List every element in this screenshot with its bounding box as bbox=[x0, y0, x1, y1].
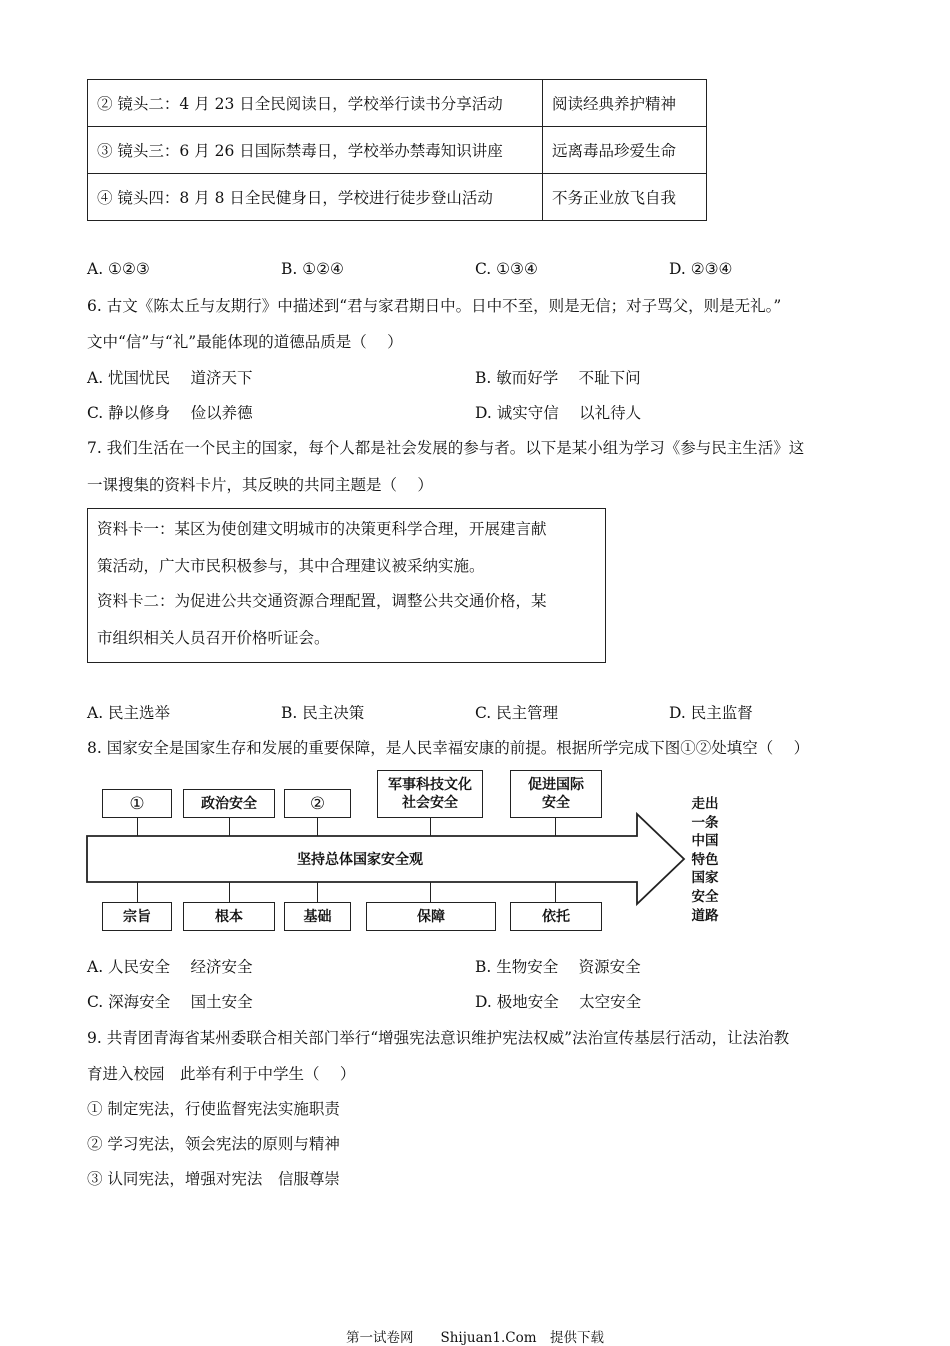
bottom-box-foundation: 基础 bbox=[284, 902, 351, 931]
q5-option-b: B. ①②④ bbox=[281, 260, 344, 278]
table-cell: 阅读经典养护精神 bbox=[543, 80, 707, 127]
q6-option-c: C. 静以修身 俭以养德 bbox=[87, 404, 253, 422]
q6-option-a: A. 忧国忧民 道济天下 bbox=[87, 369, 253, 387]
connector-line bbox=[430, 882, 431, 902]
connector-line bbox=[555, 818, 556, 836]
card-line: 资料卡二：为促进公共交通资源合理配置，调整公共交通价格，某 bbox=[97, 592, 547, 610]
card-line: 策活动，广大市民积极参与，其中合理建议被采纳实施。 bbox=[97, 557, 485, 575]
table-cell: ③ 镜头三：6 月 26 日国际禁毒日，学校举办禁毒知识讲座 bbox=[88, 127, 543, 174]
connector-line bbox=[317, 818, 318, 836]
card-line: 资料卡一：某区为使创建文明城市的决策更科学合理，开展建言献 bbox=[97, 520, 547, 538]
q5-option-c: C. ①③④ bbox=[475, 260, 538, 278]
page-footer: 第一试卷网 Shijuan1.Com 提供下载 bbox=[345, 1330, 605, 1346]
q9-item-3: ③ 认同宪法，增强对宪法 信服尊崇 bbox=[87, 1170, 340, 1188]
q8-option-b: B. 生物安全 资源安全 bbox=[475, 958, 641, 976]
q7-option-a: A. 民主选举 bbox=[87, 704, 171, 722]
q7-option-c: C. 民主管理 bbox=[475, 704, 559, 722]
bottom-box-guarantee: 保障 bbox=[366, 902, 496, 931]
connector-line bbox=[229, 818, 230, 836]
top-box-international-security: 促进国际安全 bbox=[510, 770, 602, 818]
q9-stem-line1: 9. 共青团青海省某州委联合相关部门举行“增强宪法意识维护宪法权威”法治宣传基层行活动，让法治教 bbox=[87, 1029, 790, 1047]
q8-option-c: C. 深海安全 国土安全 bbox=[87, 993, 253, 1011]
connector-line bbox=[137, 882, 138, 902]
table-cell: ④ 镜头四：8 月 8 日全民健身日，学校进行徒步登山活动 bbox=[88, 174, 543, 221]
q7-option-b: B. 民主决策 bbox=[281, 704, 365, 722]
connector-line bbox=[137, 818, 138, 836]
q5-option-a: A. ①②③ bbox=[87, 260, 150, 278]
q8-stem: 8. 国家安全是国家生存和发展的重要保障，是人民幸福安康的前提。根据所学完成下图①②处填空（ ） bbox=[87, 739, 810, 757]
q8-option-a: A. 人民安全 经济安全 bbox=[87, 958, 253, 976]
top-box-military-security: 军事科技文化社会安全 bbox=[377, 770, 483, 818]
q9-item-1: ① 制定宪法，行使监督宪法实施职责 bbox=[87, 1100, 340, 1118]
top-box-blank-1: ① bbox=[102, 789, 172, 818]
top-box-blank-2: ② bbox=[284, 789, 351, 818]
q9-item-2: ② 学习宪法，领会宪法的原则与精神 bbox=[87, 1135, 340, 1153]
q5-option-d: D. ②③④ bbox=[669, 260, 733, 278]
card-line: 市组织相关人员召开价格听证会。 bbox=[97, 629, 330, 647]
table-cell: 不务正业放飞自我 bbox=[543, 174, 707, 221]
bottom-box-purpose: 宗旨 bbox=[102, 902, 172, 931]
q7-option-d: D. 民主监督 bbox=[669, 704, 753, 722]
q6-option-d: D. 诚实守信 以礼待人 bbox=[475, 404, 642, 422]
connector-line bbox=[430, 818, 431, 836]
q7-stem-line1: 7. 我们生活在一个民主的国家，每个人都是社会发展的参与者。以下是某小组为学习《参与民主生活》这 bbox=[87, 439, 805, 457]
connector-line bbox=[317, 882, 318, 902]
q7-stem-line2: 一课搜集的资料卡片，其反映的共同主题是（ ） bbox=[87, 476, 433, 494]
table-cell: 远离毒品珍爱生命 bbox=[543, 127, 707, 174]
connector-line bbox=[555, 882, 556, 902]
q6-option-b: B. 敏而好学 不耻下问 bbox=[475, 369, 641, 387]
top-box-political-security: 政治安全 bbox=[183, 789, 275, 818]
q6-stem-line1: 6. 古文《陈太丘与友期行》中描述到“君与家君期日中。日中不至，则是无信；对子骂父，则是无礼。” bbox=[87, 297, 782, 315]
bottom-box-support: 依托 bbox=[510, 902, 602, 931]
table-cell: ② 镜头二：4 月 23 日全民阅读日，学校举行读书分享活动 bbox=[88, 80, 543, 127]
bottom-box-root: 根本 bbox=[183, 902, 275, 931]
arrow-label: 坚持总体国家安全观 bbox=[297, 852, 423, 868]
q9-stem-line2: 育进入校园 此举有利于中学生（ ） bbox=[87, 1065, 356, 1083]
q6-stem-line2: 文中“信”与“礼”最能体现的道德品质是（ ） bbox=[87, 333, 403, 351]
side-text-path: 走出一条中国特色国家安全道路 bbox=[691, 796, 719, 924]
q8-option-d: D. 极地安全 太空安全 bbox=[475, 993, 642, 1011]
connector-line bbox=[229, 882, 230, 902]
